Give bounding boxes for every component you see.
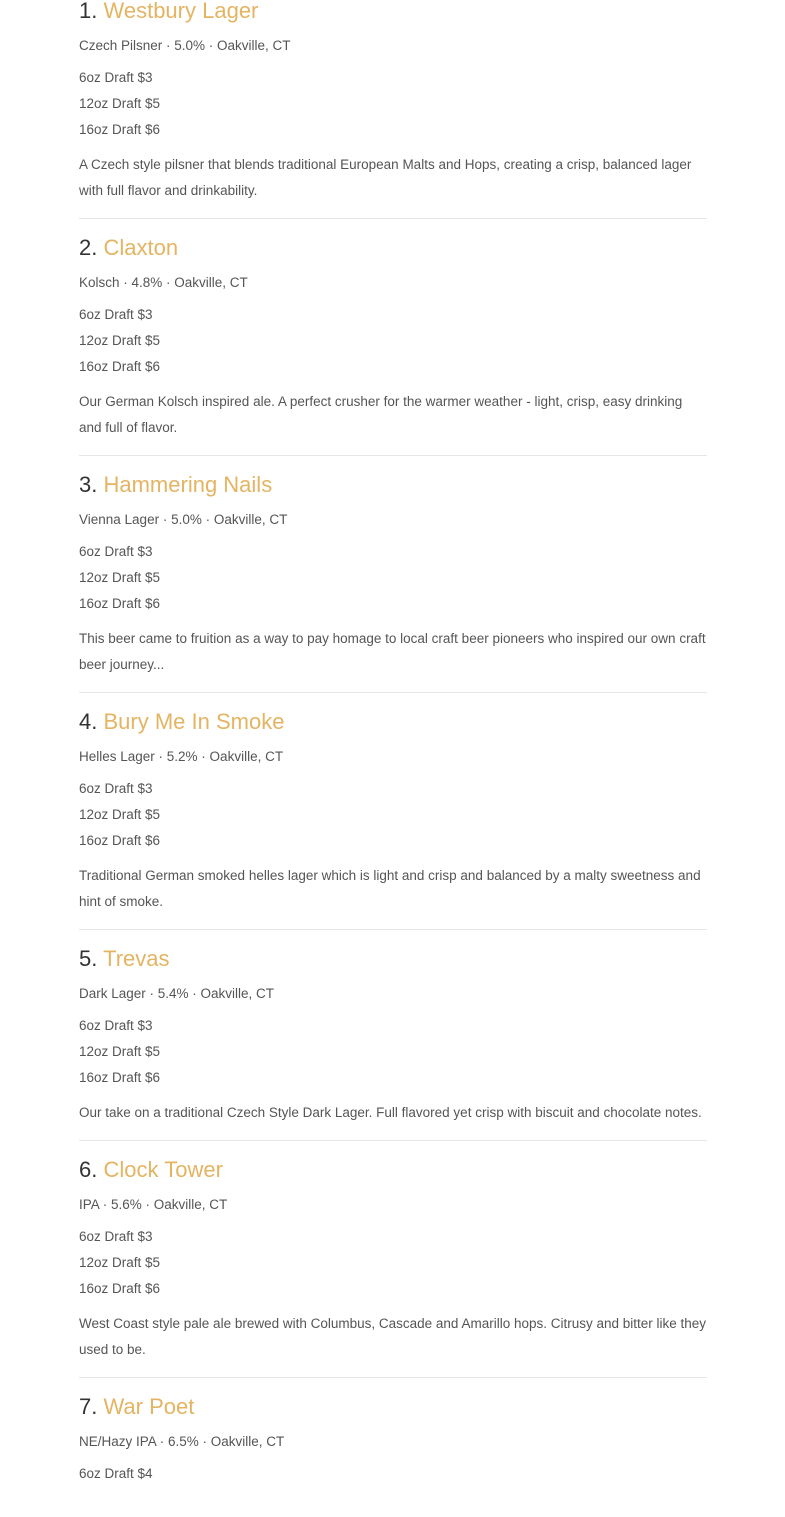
beer-menu bbox=[79, 0, 707, 1517]
beer-name-link[interactable]: Clock Tower bbox=[103, 1157, 223, 1182]
beer-meta: Kolsch · 4.8% · Oakville, CT bbox=[79, 275, 248, 290]
beer-size-list bbox=[79, 1461, 707, 1487]
beer-size-list bbox=[79, 302, 707, 380]
beer-size-price: 6oz Draft $3 bbox=[79, 781, 153, 796]
beer-description: West Coast style pale ale brewed with Columbus, Cascade and Amarillo hops. Citrusy and bitter like they used to be. bbox=[79, 1316, 707, 1357]
beer-size-price: 16oz Draft $6 bbox=[79, 833, 161, 848]
beer-size-price: 16oz Draft $6 bbox=[79, 359, 161, 374]
beer-meta: IPA · 5.6% · Oakville, CT bbox=[79, 1197, 228, 1212]
beer-name-link[interactable]: Hammering Nails bbox=[103, 472, 273, 497]
beer-size-price: 16oz Draft $6 bbox=[79, 1281, 161, 1296]
beer-size-price: 12oz Draft $5 bbox=[79, 570, 161, 585]
beer-name-link[interactable]: Claxton bbox=[103, 235, 179, 260]
beer-number: 2. bbox=[79, 235, 98, 260]
beer-name-link[interactable]: War Poet bbox=[103, 1394, 195, 1419]
beer-meta: NE/Hazy IPA · 6.5% · Oakville, CT bbox=[79, 1434, 285, 1449]
beer-number: 7. bbox=[79, 1394, 98, 1419]
beer-size-price: 16oz Draft $6 bbox=[79, 122, 161, 137]
beer-meta: Vienna Lager · 5.0% · Oakville, CT bbox=[79, 512, 288, 527]
beer-size-list bbox=[79, 65, 707, 143]
beer-item bbox=[79, 700, 707, 930]
beer-heading bbox=[79, 226, 707, 270]
beer-heading bbox=[79, 1385, 707, 1429]
beer-size-price: 16oz Draft $6 bbox=[79, 596, 161, 611]
beer-size-list bbox=[79, 1224, 707, 1302]
beer-item bbox=[79, 1148, 707, 1378]
beer-size-price: 12oz Draft $5 bbox=[79, 333, 161, 348]
beer-meta: Dark Lager · 5.4% · Oakville, CT bbox=[79, 986, 275, 1001]
beer-size-price: 6oz Draft $3 bbox=[79, 1018, 153, 1033]
beer-size-price: 16oz Draft $6 bbox=[79, 1070, 161, 1085]
beer-number: 6. bbox=[79, 1157, 98, 1182]
beer-size-price: 6oz Draft $3 bbox=[79, 70, 153, 85]
beer-number: 5. bbox=[79, 946, 98, 971]
beer-heading bbox=[79, 937, 707, 981]
beer-size-price: 6oz Draft $3 bbox=[79, 1229, 153, 1244]
beer-size-price: 12oz Draft $5 bbox=[79, 1255, 161, 1270]
beer-size-price: 6oz Draft $3 bbox=[79, 307, 153, 322]
beer-name-link[interactable]: Trevas bbox=[103, 946, 170, 971]
beer-name-link[interactable]: Westbury Lager bbox=[103, 0, 259, 23]
beer-description: Our German Kolsch inspired ale. A perfect crusher for the warmer weather - light, crisp, easy drinking and full of flavor. bbox=[79, 394, 683, 435]
beer-name-link[interactable]: Bury Me In Smoke bbox=[103, 709, 285, 734]
beer-description: This beer came to fruition as a way to pay homage to local craft beer pioneers who inspired our own craft beer journey... bbox=[79, 631, 706, 672]
beer-item bbox=[79, 937, 707, 1141]
beer-heading bbox=[79, 0, 707, 33]
beer-heading bbox=[79, 1148, 707, 1192]
beer-description: A Czech style pilsner that blends traditional European Malts and Hops, creating a crisp, balanced lager with full flavor and drinkability. bbox=[79, 157, 692, 198]
beer-size-list bbox=[79, 1013, 707, 1091]
beer-size-price: 12oz Draft $5 bbox=[79, 1044, 161, 1059]
beer-size-list bbox=[79, 776, 707, 854]
beer-item bbox=[79, 0, 707, 219]
beer-heading bbox=[79, 463, 707, 507]
beer-size-price: 12oz Draft $5 bbox=[79, 96, 161, 111]
beer-size-list bbox=[79, 539, 707, 617]
beer-number: 3. bbox=[79, 472, 98, 497]
beer-meta: Helles Lager · 5.2% · Oakville, CT bbox=[79, 749, 284, 764]
beer-description: Our take on a traditional Czech Style Dark Lager. Full flavored yet crisp with biscuit and chocolate notes. bbox=[79, 1105, 702, 1120]
beer-heading bbox=[79, 700, 707, 744]
beer-item bbox=[79, 226, 707, 456]
beer-size-price: 12oz Draft $5 bbox=[79, 807, 161, 822]
beer-number: 1. bbox=[79, 0, 98, 23]
beer-size-price: 6oz Draft $4 bbox=[79, 1466, 153, 1481]
beer-meta: Czech Pilsner · 5.0% · Oakville, CT bbox=[79, 38, 291, 53]
beer-description: Traditional German smoked helles lager which is light and crisp and balanced by a malty sweetness and hint of smoke. bbox=[79, 868, 701, 909]
beer-item bbox=[79, 463, 707, 693]
beer-size-price: 6oz Draft $3 bbox=[79, 544, 153, 559]
beer-number: 4. bbox=[79, 709, 98, 734]
